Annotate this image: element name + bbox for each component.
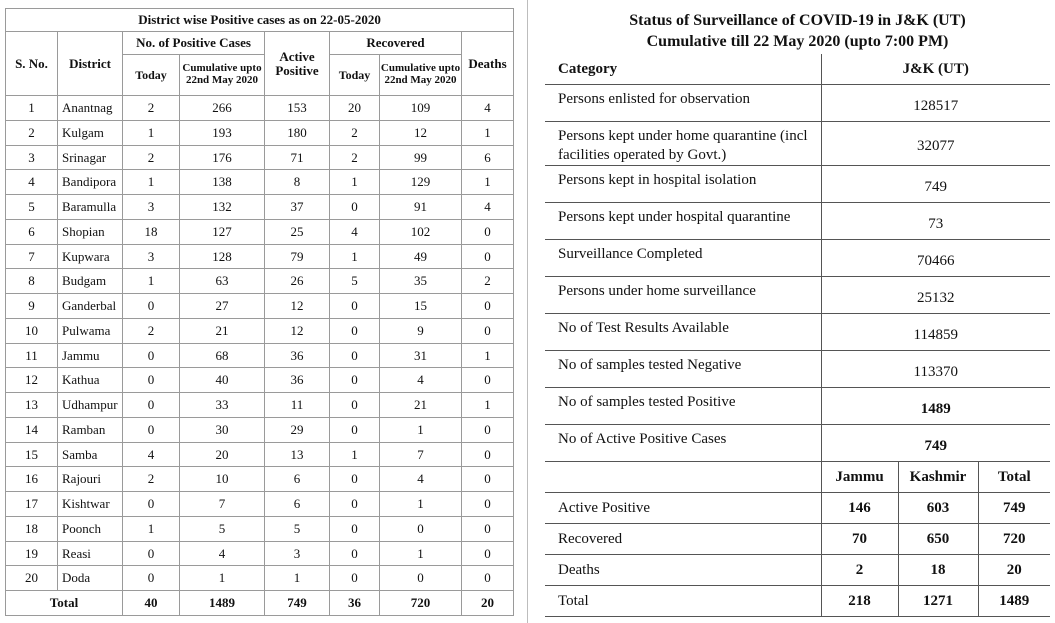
cell-pos-today: 18 [123, 219, 180, 244]
positive-cases-header: No. of Positive Cases [123, 32, 265, 55]
cell-district: Shopian [58, 219, 123, 244]
cell-active: 3 [265, 541, 330, 566]
total-row [6, 591, 514, 616]
cell-pos-today: 0 [123, 566, 180, 591]
cell-district: Ganderbal [58, 294, 123, 319]
cell-pos-cum: 128 [180, 244, 265, 269]
breakdown-header-kashmir: Kashmir [898, 462, 978, 493]
cell-sno: 6 [6, 219, 58, 244]
surveillance-value: 1489 [821, 388, 1050, 425]
breakdown-total: 1489 [978, 586, 1050, 617]
surveillance-row [545, 85, 1050, 122]
breakdown-row [545, 555, 1050, 586]
cell-pos-today: 0 [123, 492, 180, 517]
recovered-today-header: Today [330, 55, 380, 96]
cell-sno: 9 [6, 294, 58, 319]
breakdown-kashmir: 650 [898, 524, 978, 555]
cell-deaths: 0 [462, 368, 514, 393]
cell-deaths: 1 [462, 343, 514, 368]
breakdown-row [545, 586, 1050, 617]
breakdown-total: 749 [978, 493, 1050, 524]
cell-rec-cum: 7 [380, 442, 462, 467]
district-row [6, 170, 514, 195]
breakdown-category: Deaths [545, 555, 821, 586]
cell-deaths: 0 [462, 541, 514, 566]
cell-rec-cum: 99 [380, 145, 462, 170]
cell-pos-cum: 40 [180, 368, 265, 393]
breakdown-jammu: 2 [821, 555, 898, 586]
cell-pos-cum: 4 [180, 541, 265, 566]
surveillance-value: 73 [821, 203, 1050, 240]
cell-rec-cum: 1 [380, 541, 462, 566]
cell-pos-cum: 193 [180, 120, 265, 145]
cell-active: 13 [265, 442, 330, 467]
cell-district: Kishtwar [58, 492, 123, 517]
cell-rec-cum: 12 [380, 120, 462, 145]
cell-pos-cum: 21 [180, 318, 265, 343]
cell-rec-today: 2 [330, 145, 380, 170]
cell-deaths: 0 [462, 219, 514, 244]
cell-district: Srinagar [58, 145, 123, 170]
sno-header: S. No. [6, 32, 58, 96]
surveillance-value: 113370 [821, 351, 1050, 388]
cell-rec-today: 0 [330, 195, 380, 220]
cell-rec-today: 0 [330, 294, 380, 319]
cell-rec-today: 1 [330, 442, 380, 467]
cell-rec-cum: 1 [380, 417, 462, 442]
cell-deaths: 0 [462, 566, 514, 591]
cell-rec-today: 0 [330, 566, 380, 591]
cell-rec-today: 5 [330, 269, 380, 294]
cell-rec-cum: 21 [380, 393, 462, 418]
cell-rec-today: 0 [330, 492, 380, 517]
cell-deaths: 1 [462, 393, 514, 418]
cell-sno: 16 [6, 467, 58, 492]
cell-pos-cum: 68 [180, 343, 265, 368]
cell-pos-cum: 176 [180, 145, 265, 170]
breakdown-category: Total [545, 586, 821, 617]
district-row [6, 492, 514, 517]
cell-rec-cum: 35 [380, 269, 462, 294]
cell-district: Jammu [58, 343, 123, 368]
positive-cumulative-header: Cumulative upto 22nd May 2020 [180, 55, 265, 96]
surveillance-category: Persons kept under hospital quarantine [545, 203, 821, 240]
cell-pos-today: 2 [123, 145, 180, 170]
cell-district: Anantnag [58, 96, 123, 121]
cell-sno: 10 [6, 318, 58, 343]
cell-deaths: 2 [462, 269, 514, 294]
breakdown-header-row [545, 462, 1050, 493]
surveillance-category: Persons kept in hospital isolation [545, 166, 821, 203]
district-row [6, 516, 514, 541]
surveillance-value: 25132 [821, 277, 1050, 314]
cell-rec-cum: 4 [380, 368, 462, 393]
cell-deaths: 0 [462, 417, 514, 442]
cell-deaths: 0 [462, 467, 514, 492]
cell-active: 6 [265, 467, 330, 492]
cell-rec-today: 20 [330, 96, 380, 121]
district-row [6, 96, 514, 121]
surveillance-row [545, 351, 1050, 388]
cell-district: Kupwara [58, 244, 123, 269]
cell-rec-cum: 102 [380, 219, 462, 244]
breakdown-category: Recovered [545, 524, 821, 555]
surveillance-table [545, 54, 1050, 617]
breakdown-total: 720 [978, 524, 1050, 555]
cell-rec-cum: 91 [380, 195, 462, 220]
surveillance-value: 749 [821, 425, 1050, 462]
district-row [6, 120, 514, 145]
cell-active: 26 [265, 269, 330, 294]
cell-sno: 12 [6, 368, 58, 393]
breakdown-jammu: 218 [821, 586, 898, 617]
district-cases-table [5, 8, 514, 616]
cell-district: Ramban [58, 417, 123, 442]
surveillance-row [545, 166, 1050, 203]
surveillance-row [545, 425, 1050, 462]
cell-pos-cum: 30 [180, 417, 265, 442]
cell-sno: 14 [6, 417, 58, 442]
category-header: Category [545, 54, 821, 85]
breakdown-header-jammu: Jammu [821, 462, 898, 493]
cell-deaths: 0 [462, 244, 514, 269]
district-row [6, 244, 514, 269]
surveillance-value: 749 [821, 166, 1050, 203]
district-row [6, 442, 514, 467]
cell-active: 79 [265, 244, 330, 269]
cell-pos-today: 0 [123, 417, 180, 442]
cell-rec-today: 1 [330, 244, 380, 269]
cell-pos-cum: 33 [180, 393, 265, 418]
total-deaths: 20 [462, 591, 514, 616]
cell-deaths: 6 [462, 145, 514, 170]
cell-pos-today: 1 [123, 170, 180, 195]
cell-sno: 5 [6, 195, 58, 220]
cell-pos-today: 2 [123, 467, 180, 492]
cell-pos-today: 0 [123, 393, 180, 418]
cell-rec-today: 4 [330, 219, 380, 244]
breakdown-kashmir: 603 [898, 493, 978, 524]
cell-rec-cum: 31 [380, 343, 462, 368]
cell-deaths: 0 [462, 318, 514, 343]
district-row [6, 467, 514, 492]
cell-active: 12 [265, 294, 330, 319]
cell-rec-cum: 1 [380, 492, 462, 517]
district-row [6, 541, 514, 566]
total-active: 749 [265, 591, 330, 616]
cell-rec-today: 0 [330, 393, 380, 418]
district-row [6, 343, 514, 368]
total-label: Total [6, 591, 123, 616]
total-positive-cumulative: 1489 [180, 591, 265, 616]
cell-pos-today: 4 [123, 442, 180, 467]
cell-district: Kulgam [58, 120, 123, 145]
total-recovered-today: 36 [330, 591, 380, 616]
cell-rec-cum: 109 [380, 96, 462, 121]
positive-today-header: Today [123, 55, 180, 96]
district-row [6, 145, 514, 170]
surveillance-category: No of Test Results Available [545, 314, 821, 351]
cell-sno: 20 [6, 566, 58, 591]
cell-active: 6 [265, 492, 330, 517]
cell-rec-cum: 4 [380, 467, 462, 492]
deaths-header: Deaths [462, 32, 514, 96]
surveillance-row [545, 203, 1050, 240]
cell-rec-cum: 0 [380, 516, 462, 541]
surveillance-category: Persons enlisted for observation [545, 85, 821, 122]
total-recovered-cumulative: 720 [380, 591, 462, 616]
cell-active: 5 [265, 516, 330, 541]
breakdown-row [545, 493, 1050, 524]
breakdown-blank-cell [545, 462, 821, 493]
cell-active: 29 [265, 417, 330, 442]
surveillance-row [545, 314, 1050, 351]
district-row [6, 318, 514, 343]
cell-district: Poonch [58, 516, 123, 541]
cell-active: 180 [265, 120, 330, 145]
surveillance-row [545, 277, 1050, 314]
district-row [6, 566, 514, 591]
cell-sno: 7 [6, 244, 58, 269]
cell-sno: 11 [6, 343, 58, 368]
cell-active: 1 [265, 566, 330, 591]
total-positive-today: 40 [123, 591, 180, 616]
cell-district: Kathua [58, 368, 123, 393]
cell-sno: 19 [6, 541, 58, 566]
cell-sno: 13 [6, 393, 58, 418]
surveillance-category: Surveillance Completed [545, 240, 821, 277]
cell-rec-today: 2 [330, 120, 380, 145]
cell-deaths: 4 [462, 96, 514, 121]
cell-pos-today: 0 [123, 368, 180, 393]
cell-active: 71 [265, 145, 330, 170]
cell-sno: 3 [6, 145, 58, 170]
surveillance-value: 128517 [821, 85, 1050, 122]
district-row [6, 294, 514, 319]
cell-active: 37 [265, 195, 330, 220]
cell-active: 25 [265, 219, 330, 244]
cell-pos-today: 3 [123, 195, 180, 220]
cell-sno: 17 [6, 492, 58, 517]
cell-deaths: 0 [462, 442, 514, 467]
cell-pos-cum: 5 [180, 516, 265, 541]
surveillance-row [545, 122, 1050, 166]
cell-rec-today: 0 [330, 541, 380, 566]
cell-active: 8 [265, 170, 330, 195]
recovered-cumulative-header: Cumulative upto 22nd May 2020 [380, 55, 462, 96]
cell-rec-today: 1 [330, 170, 380, 195]
jk-ut-header: J&K (UT) [821, 54, 1050, 85]
cell-deaths: 1 [462, 170, 514, 195]
district-table-title: District wise Positive cases as on 22-05-2020 [6, 9, 514, 32]
breakdown-row [545, 524, 1050, 555]
cell-pos-today: 2 [123, 318, 180, 343]
cell-sno: 4 [6, 170, 58, 195]
cell-sno: 1 [6, 96, 58, 121]
recovered-header: Recovered [330, 32, 462, 55]
cell-deaths: 4 [462, 195, 514, 220]
breakdown-kashmir: 1271 [898, 586, 978, 617]
surveillance-category: No of samples tested Negative [545, 351, 821, 388]
surveillance-row [545, 388, 1050, 425]
cell-pos-today: 0 [123, 541, 180, 566]
cell-pos-cum: 63 [180, 269, 265, 294]
cell-district: Rajouri [58, 467, 123, 492]
cell-active: 11 [265, 393, 330, 418]
surveillance-category: No of samples tested Positive [545, 388, 821, 425]
cell-pos-cum: 20 [180, 442, 265, 467]
cell-sno: 15 [6, 442, 58, 467]
breakdown-category: Active Positive [545, 493, 821, 524]
breakdown-kashmir: 18 [898, 555, 978, 586]
cell-pos-cum: 132 [180, 195, 265, 220]
cell-active: 153 [265, 96, 330, 121]
surveillance-value: 70466 [821, 240, 1050, 277]
cell-pos-cum: 266 [180, 96, 265, 121]
cell-district: Udhampur [58, 393, 123, 418]
cell-district: Doda [58, 566, 123, 591]
cell-deaths: 0 [462, 492, 514, 517]
surveillance-value: 32077 [821, 122, 1050, 166]
district-row [6, 393, 514, 418]
district-row [6, 219, 514, 244]
cell-district: Samba [58, 442, 123, 467]
cell-pos-today: 1 [123, 516, 180, 541]
cell-sno: 2 [6, 120, 58, 145]
cell-district: Reasi [58, 541, 123, 566]
cell-pos-cum: 127 [180, 219, 265, 244]
cell-district: Pulwama [58, 318, 123, 343]
district-row [6, 195, 514, 220]
cell-rec-today: 0 [330, 417, 380, 442]
cell-district: Bandipora [58, 170, 123, 195]
cell-rec-today: 0 [330, 368, 380, 393]
cell-active: 12 [265, 318, 330, 343]
cell-rec-today: 0 [330, 467, 380, 492]
district-row [6, 269, 514, 294]
cell-sno: 18 [6, 516, 58, 541]
surveillance-category: Persons kept under home quarantine (incl facilities operated by Govt.) [545, 122, 821, 166]
cell-pos-cum: 10 [180, 467, 265, 492]
cell-sno: 8 [6, 269, 58, 294]
surveillance-value: 114859 [821, 314, 1050, 351]
cell-district: Baramulla [58, 195, 123, 220]
cell-deaths: 0 [462, 516, 514, 541]
cell-pos-cum: 27 [180, 294, 265, 319]
cell-rec-today: 0 [330, 516, 380, 541]
district-row [6, 368, 514, 393]
cell-pos-today: 1 [123, 269, 180, 294]
cell-pos-today: 3 [123, 244, 180, 269]
surveillance-row [545, 240, 1050, 277]
cell-pos-today: 1 [123, 120, 180, 145]
cell-pos-cum: 7 [180, 492, 265, 517]
cell-pos-cum: 138 [180, 170, 265, 195]
surveillance-category: Persons under home surveillance [545, 277, 821, 314]
cell-rec-cum: 129 [380, 170, 462, 195]
cell-deaths: 0 [462, 294, 514, 319]
cell-pos-today: 0 [123, 294, 180, 319]
cell-rec-cum: 15 [380, 294, 462, 319]
surveillance-title-line1: Status of Surveillance of COVID-19 in J&K (UT) [629, 12, 966, 29]
cell-district: Budgam [58, 269, 123, 294]
breakdown-total: 20 [978, 555, 1050, 586]
cell-rec-cum: 0 [380, 566, 462, 591]
breakdown-jammu: 146 [821, 493, 898, 524]
cell-deaths: 1 [462, 120, 514, 145]
cell-rec-today: 0 [330, 318, 380, 343]
cell-pos-cum: 1 [180, 566, 265, 591]
district-header: District [58, 32, 123, 96]
cell-pos-today: 2 [123, 96, 180, 121]
breakdown-header-total: Total [978, 462, 1050, 493]
district-row [6, 417, 514, 442]
active-positive-header: Active Positive [265, 32, 330, 96]
cell-rec-cum: 9 [380, 318, 462, 343]
cell-active: 36 [265, 368, 330, 393]
surveillance-title [545, 10, 1050, 52]
surveillance-category: No of Active Positive Cases [545, 425, 821, 462]
cell-active: 36 [265, 343, 330, 368]
cell-rec-today: 0 [330, 343, 380, 368]
surveillance-title-line2: Cumulative till 22 May 2020 (upto 7:00 PM) [646, 33, 949, 50]
cell-pos-today: 0 [123, 343, 180, 368]
panel-divider [527, 0, 528, 623]
breakdown-jammu: 70 [821, 524, 898, 555]
cell-rec-cum: 49 [380, 244, 462, 269]
